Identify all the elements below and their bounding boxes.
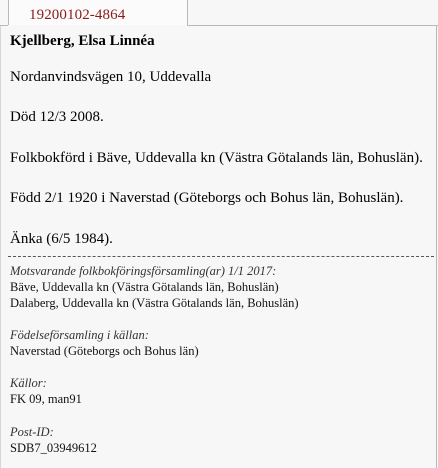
birth-parish-value: Naverstad (Göteborgs och Bohus län) <box>10 344 199 358</box>
post-id-label: Post-ID: <box>10 425 54 439</box>
birth-parish-label: Födelseförsamling i källan: <box>10 328 149 342</box>
civil-status: Änka (6/5 1984). <box>10 231 113 247</box>
birth-info: Född 2/1 1920 i Naverstad (Göteborgs och Bohus län, Bohuslän). <box>10 190 404 206</box>
post-id-value: SDB7_03949612 <box>10 441 97 455</box>
section-divider <box>8 256 434 257</box>
record-content <box>0 26 437 468</box>
parish-label: Motsvarande folkbokföringsförsamling(ar) 1/1 2017: <box>10 264 277 278</box>
sources-label: Källor: <box>10 376 47 390</box>
parish-line: Bäve, Uddevalla kn (Västra Götalands län, Bohuslän) <box>10 280 279 294</box>
parish-line: Dalaberg, Uddevalla kn (Västra Götalands län, Bohuslän) <box>10 296 299 310</box>
record-tab[interactable] <box>8 0 188 25</box>
address: Nordanvindsvägen 10, Uddevalla <box>10 69 212 85</box>
sources-value: FK 09, man91 <box>10 392 82 406</box>
record-id: 19200102-4864 <box>29 7 126 23</box>
person-name: Kjellberg, Elsa Linnéa <box>10 33 155 49</box>
registered-parish: Folkbokförd i Bäve, Uddevalla kn (Västra Götalands län, Bohuslän). <box>10 150 423 166</box>
death-date: Död 12/3 2008. <box>10 109 104 125</box>
